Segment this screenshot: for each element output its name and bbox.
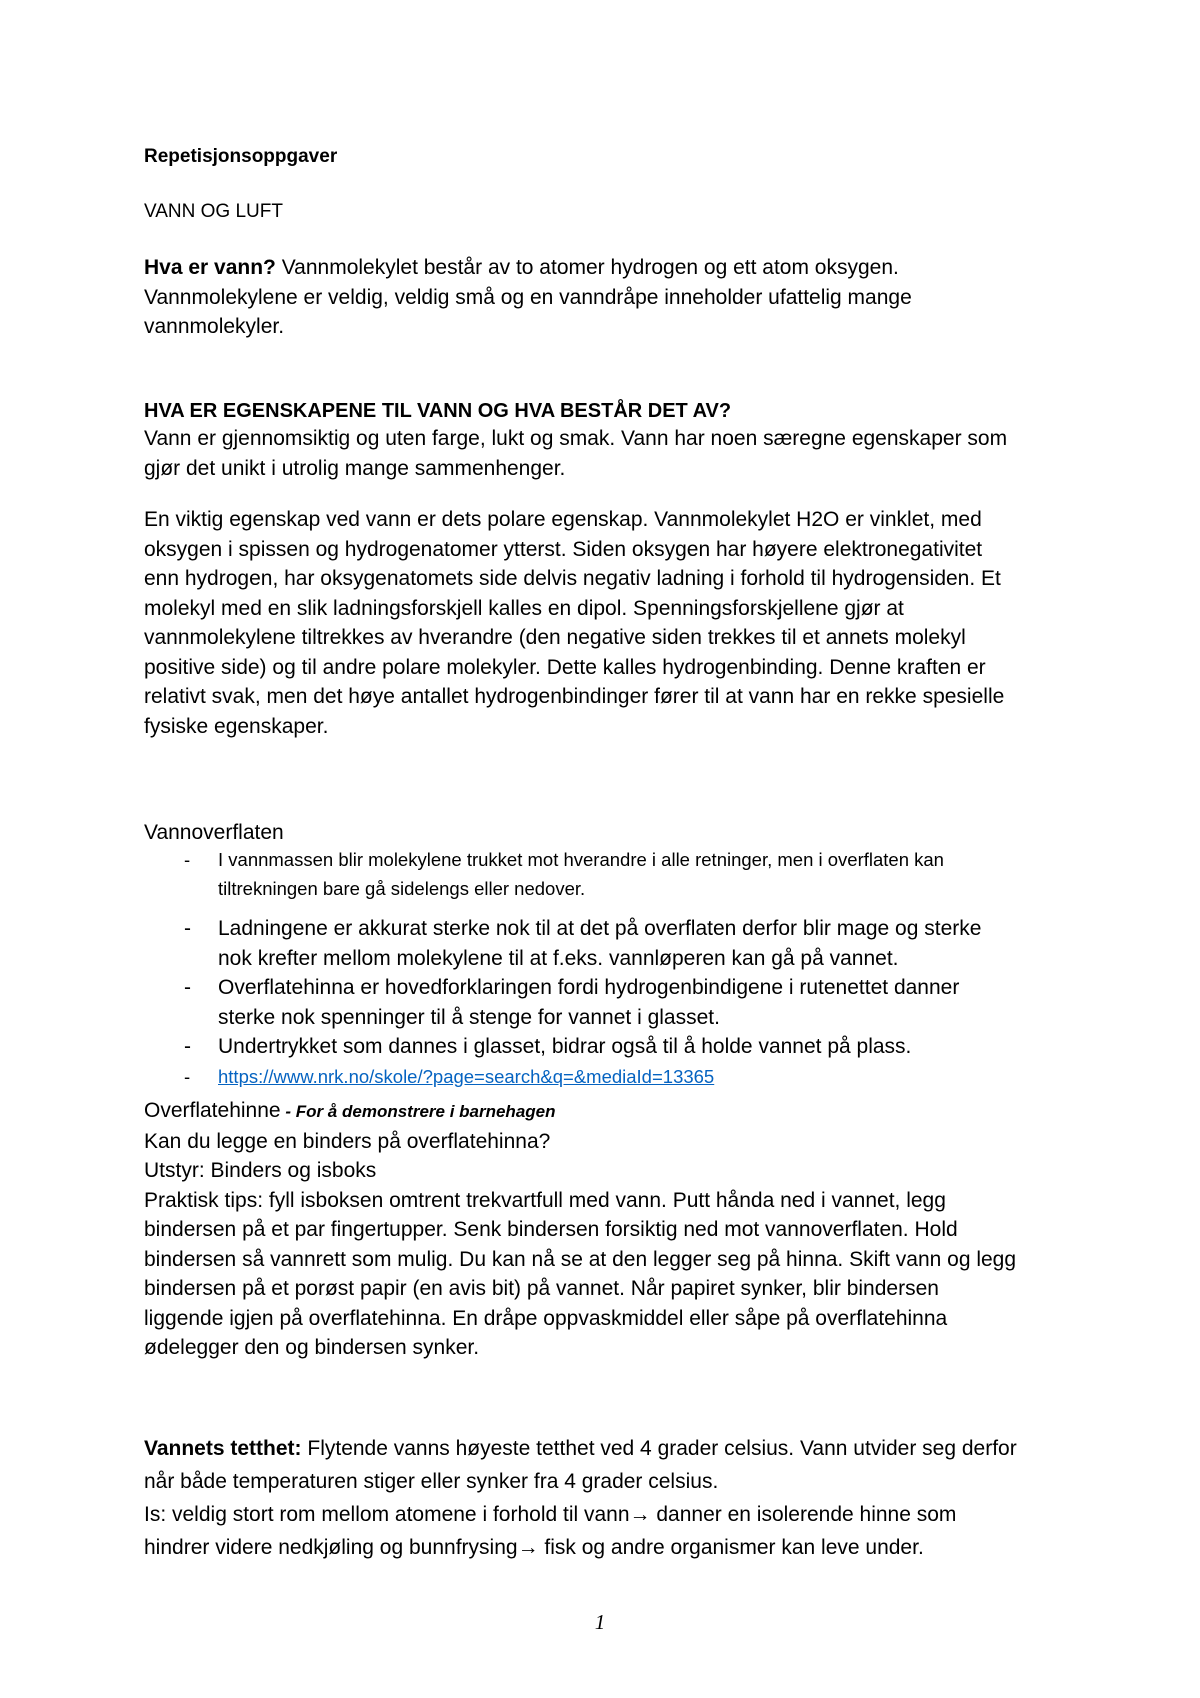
text-line: Vann er gjennomsiktig og uten farge, lukt og smak. Vann har noen særegne egenskaper som [144,427,1008,450]
intro-lead: Hva er vann? [144,256,276,279]
list-text-line: nok krefter mellom molekylene til at f.eks. vannløperen kan gå på vannet. [218,946,899,970]
document-title: Repetisjonsoppgaver [144,146,338,167]
experiment-note: - For å demonstrere i barnehagen [280,1102,556,1121]
list-text-line: tiltrekningen bare gå sidelengs eller nedover. [218,878,586,899]
text-line: når både temperaturen stiger eller synker fra 4 grader celsius. [144,1470,719,1493]
surface-heading: Vannoverflaten [144,821,284,844]
text-line: vannmolekylene tiltrekkes av hverandre (den negative siden trekkes til et annets molekyl [144,626,966,649]
properties-paragraph [144,424,1007,483]
text-line: fysiske egenskaper. [144,714,329,738]
list-dash: - [184,1035,191,1058]
list-item [144,1062,1074,1091]
list-dash: - [184,849,191,870]
list-text-line: I vannmassen blir molekylene trukket mot hverandre i alle retninger, men i overflaten kan [218,849,944,870]
experiment-question: Kan du legge en binders på overflatehinna? [144,1129,551,1153]
text-line: molekyl med en slik ladningsforskjell kalles en dipol. Spenningsforskjellene gjør at [144,596,904,620]
text-line: Praktisk tips: fyll isboksen omtrent trekvartfull med vann. Putt hånda ned i vannet, legg [144,1188,946,1212]
arrow-icon: → [517,1536,539,1559]
text-line: bindersen så vannrett som mulig. Du kan nå se at den legger seg på hinna. Skift vann og legg [144,1247,1017,1271]
polar-paragraph [144,505,1004,741]
list-dash: - [184,976,191,999]
arrow-icon: → [629,1503,651,1526]
text-line: oksygen i spissen og hydrogenatomer ytterst. Siden oksygen har høyere elektronegativitet [144,537,983,561]
section-heading: VANN OG LUFT [144,201,283,222]
density-paragraph [144,1432,1017,1564]
list-item [144,845,1074,903]
list-item [144,914,1074,973]
list-text-line: Ladningene er akkurat sterke nok til at det på overflaten derfor blir mage og sterke [218,917,982,940]
nrk-link[interactable]: https://www.nrk.no/skole/?page=search&q=&mediaId=13365 [218,1065,715,1087]
page-number: 1 [594,1610,606,1634]
text-line: gjør det unikt i utrolig mange sammenhenger. [144,456,566,480]
density-text: Flytende vanns høyeste tetthet ved 4 grader celsius. Vann utvider seg derfor [301,1437,1017,1460]
experiment-block [144,1096,1016,1363]
experiment-equipment: Utstyr: Binders og isboks [144,1159,377,1182]
ice-text: hindrer videre nedkjøling og bunnfrysing [144,1536,518,1559]
ice-text: danner en isolerende hinne som [650,1503,957,1526]
list-text-line: Undertrykket som dannes i glasset, bidrar også til å holde vannet på plass. [218,1035,912,1058]
ice-text: fisk og andre organismer kan leve under. [538,1536,924,1559]
text-line: ødelegger den og bindersen synker. [144,1336,480,1359]
intro-line: Vannmolekylene er veldig, veldig små og en vanndråpe inneholder ufattelig mange [144,285,912,309]
text-line: positive side) og til andre polare molekyler. Dette kalles hydrogenbinding. Denne kraften er [144,655,986,679]
list-item [144,973,1074,1032]
list-dash: - [184,917,191,940]
density-lead: Vannets tetthet: [144,1437,302,1460]
list-text-line: Overflatehinna er hovedforklaringen fordi hydrogenbindigene i rutenettet danner [218,976,960,999]
list-dash: - [184,1065,191,1087]
text-line: En viktig egenskap ved vann er dets polare egenskap. Vannmolekylet H2O er vinklet, med [144,508,982,531]
intro-paragraph [144,253,912,342]
text-line: relativt svak, men det høye antallet hydrogenbindinger fører til at vann har en rekke spesielle [144,685,1005,708]
text-line: bindersen på et par fingertupper. Senk bindersen forsiktig ned mot vannoverflaten. Hold [144,1218,958,1241]
text-line: liggende igjen på overflatehinna. En dråpe oppvaskmiddel eller såpe på overflatehinna [144,1306,948,1330]
experiment-heading: Overflatehinne [144,1099,281,1122]
surface-list [144,845,1074,1091]
properties-heading: HVA ER EGENSKAPENE TIL VANN OG HVA BESTÅR DET AV? [144,400,732,422]
intro-line: vannmolekyler. [144,315,285,338]
list-item [144,1032,1074,1062]
text-line: enn hydrogen, har oksygenatomets side delvis negativ ladning i forhold til hydrogensiden. Et [144,567,1001,590]
intro-text: Vannmolekylet består av to atomer hydrogen og ett atom oksygen. [275,256,899,279]
list-text-line: sterke nok spenninger til å stenge for vannet i glasset. [218,1005,720,1029]
text-line: bindersen på et porøst papir (en avis bit) på vannet. Når papiret synker, blir bindersen [144,1277,939,1300]
ice-text: Is: veldig stort rom mellom atomene i forhold til vann [144,1503,630,1526]
